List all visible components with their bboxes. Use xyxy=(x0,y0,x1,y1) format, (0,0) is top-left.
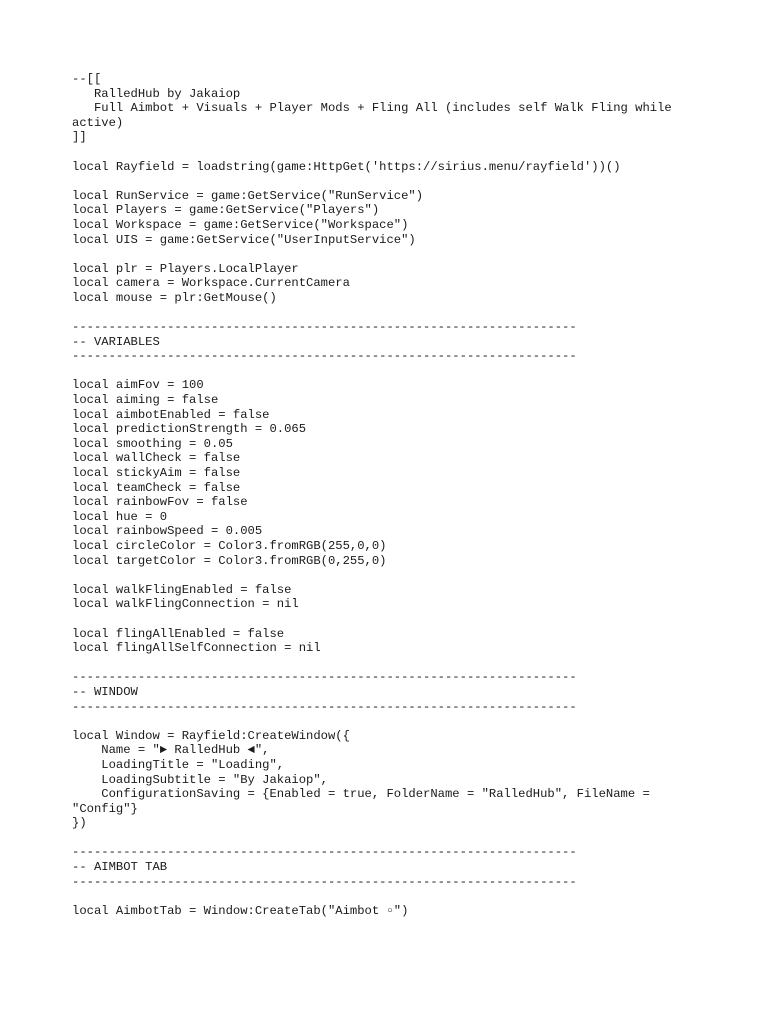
code-line: local mouse = plr:GetMouse() xyxy=(72,290,277,305)
code-line: local Window = Rayfield:CreateWindow({ xyxy=(72,728,350,743)
code-line: local hue = 0 xyxy=(72,509,168,524)
code-line: ]] xyxy=(72,130,87,145)
code-line: -- AIMBOT TAB xyxy=(72,860,168,875)
code-line: local walkFlingEnabled = false xyxy=(72,582,292,597)
code-line: LoadingSubtitle = "By Jakaiop", xyxy=(72,772,328,787)
code-line: -- VARIABLES xyxy=(72,334,160,349)
code-line: --------------------------------------------------------------------- xyxy=(72,349,577,364)
code-line xyxy=(72,831,712,846)
code-line: local rainbowFov = false xyxy=(72,495,248,510)
code-line: local Rayfield = loadstring(game:HttpGet('https://sirius.menu/rayfield'))() xyxy=(72,159,621,174)
code-line: local AimbotTab = Window:CreateTab("Aimbot ▫") xyxy=(72,903,409,918)
code-line: --[[ xyxy=(72,72,102,86)
code-line: }) xyxy=(72,816,87,831)
code-line: local aimbotEnabled = false xyxy=(72,407,270,422)
code-line: local teamCheck = false xyxy=(72,480,241,495)
code-line: local rainbowSpeed = 0.005 xyxy=(72,524,263,539)
code-line: local wallCheck = false xyxy=(72,451,241,466)
code-line: -- WINDOW xyxy=(72,684,138,699)
code-line xyxy=(72,889,712,904)
code-line: local walkFlingConnection = nil xyxy=(72,597,299,612)
code-line: Full Aimbot + Visuals + Player Mods + Fling All (includes self Walk Fling while xyxy=(72,101,672,116)
code-line: local Players = game:GetService("Players") xyxy=(72,203,380,218)
code-line: --------------------------------------------------------------------- xyxy=(72,845,577,860)
code-line: local aiming = false xyxy=(72,393,219,408)
code-line xyxy=(72,145,712,160)
code-line: --------------------------------------------------------------------- xyxy=(72,874,577,889)
code-listing xyxy=(72,72,712,918)
code-line: local aimFov = 100 xyxy=(72,378,204,393)
code-line: local UIS = game:GetService("UserInputService") xyxy=(72,232,416,247)
code-line: LoadingTitle = "Loading", xyxy=(72,757,285,772)
code-line: local RunService = game:GetService("RunService") xyxy=(72,188,424,203)
code-line: --------------------------------------------------------------------- xyxy=(72,670,577,685)
code-line xyxy=(72,568,712,583)
code-line: local camera = Workspace.CurrentCamera xyxy=(72,276,350,291)
code-line: local flingAllEnabled = false xyxy=(72,626,285,641)
code-line xyxy=(72,714,712,729)
code-line: --------------------------------------------------------------------- xyxy=(72,699,577,714)
code-line: local Workspace = game:GetService("Workspace") xyxy=(72,217,409,232)
code-line xyxy=(72,174,712,189)
code-line xyxy=(72,656,712,671)
code-line: ConfigurationSaving = {Enabled = true, FolderName = "RalledHub", FileName = xyxy=(72,787,650,802)
code-line: local predictionStrength = 0.065 xyxy=(72,422,307,437)
code-line: local plr = Players.LocalPlayer xyxy=(72,261,299,276)
code-line xyxy=(72,364,712,379)
code-line: local smoothing = 0.05 xyxy=(72,436,233,451)
code-line: local stickyAim = false xyxy=(72,466,241,481)
code-line xyxy=(72,247,712,262)
code-line: --------------------------------------------------------------------- xyxy=(72,320,577,335)
code-line xyxy=(72,612,712,627)
code-line: RalledHub by Jakaiop xyxy=(72,86,241,101)
code-line: Name = "► RalledHub ◄", xyxy=(72,743,270,758)
code-line xyxy=(72,306,712,321)
code-line: local circleColor = Color3.fromRGB(255,0,0) xyxy=(72,539,387,553)
code-line: local targetColor = Color3.fromRGB(0,255,0) xyxy=(72,553,387,568)
code-line: "Config"} xyxy=(72,801,138,816)
code-line: active) xyxy=(72,115,124,130)
code-line: local flingAllSelfConnection = nil xyxy=(72,641,321,656)
